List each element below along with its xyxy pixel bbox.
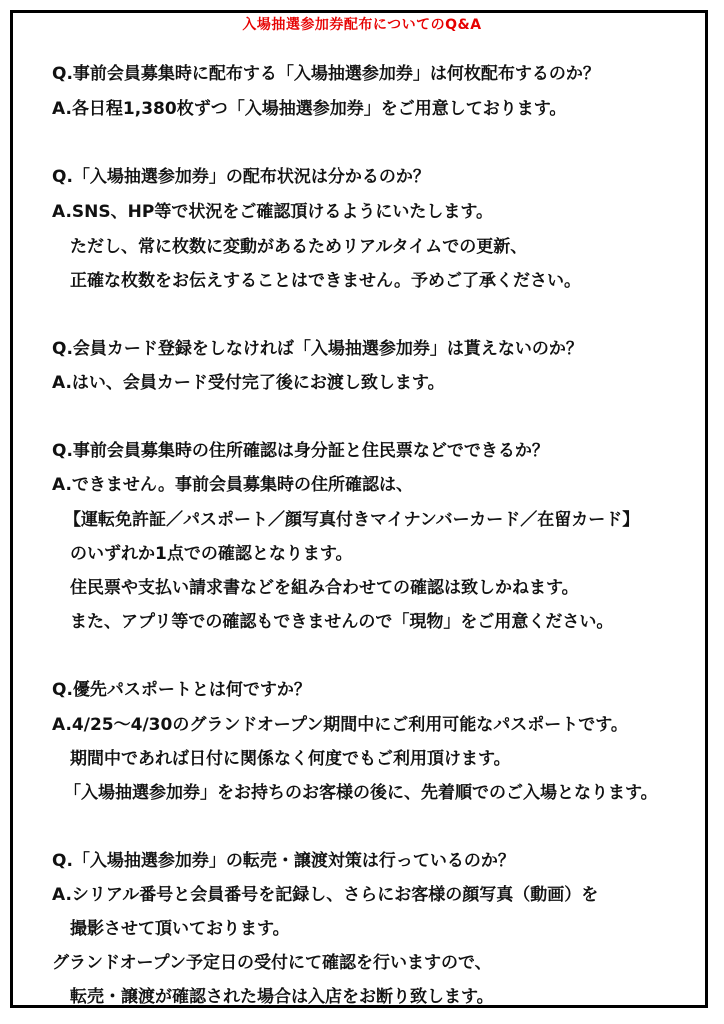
- answer-4-line-4: 住民票や支払い請求書などを組み合わせての確認は致しかねます。: [70, 578, 579, 598]
- answer-6-line-4: 転売・譲渡が確認された場合は入店をお断り致します。: [70, 987, 494, 1007]
- answer-4-line-2: 【運転免許証／パスポート／顔写真付きマイナンバーカード／在留カード】: [64, 510, 640, 530]
- answer-6-line-3: グランドオープン予定日の受付にて確認を行いますので、: [52, 953, 492, 973]
- question-1: Q.事前会員募集時に配布する「入場抽選参加券」は何枚配布するのか？: [52, 64, 600, 84]
- answer-3-line-1: A.はい、会員カード受付完了後にお渡し致します。: [52, 373, 445, 393]
- page-title: 入場抽選参加券配布についてのQ&A: [242, 17, 482, 33]
- answer-2-line-3: 正確な枚数をお伝えすることはできません。予めご了承ください。: [70, 271, 582, 291]
- question-2: Q.「入場抽選参加券」の配布状況は分かるのか？: [52, 167, 430, 187]
- answer-2-line-2: ただし、常に枚数に変動があるためリアルタイムでの更新、: [70, 237, 528, 257]
- question-4: Q.事前会員募集時の住所確認は身分証と住民票などでできるか？: [52, 441, 549, 461]
- answer-4-line-1: A.できません。事前会員募集時の住所確認は、: [52, 475, 413, 495]
- question-3: Q.会員カード登録をしなければ「入場抽選参加券」は貰えないのか？: [52, 339, 583, 359]
- question-6: Q.「入場抽選参加券」の転売・譲渡対策は行っているのか？: [52, 851, 515, 871]
- answer-6-line-1: A.シリアル番号と会員番号を記録し、さらにお客様の顔写真（動画）を: [52, 885, 599, 905]
- answer-4-line-5: また、アプリ等での確認もできませんので「現物」をご用意ください。: [70, 612, 614, 632]
- answer-5-line-1: A.4/25～4/30のグランドオープン期間中にご利用可能なパスポートです。: [52, 715, 628, 735]
- question-5: Q.優先パスポートとは何ですか？: [52, 680, 311, 700]
- answer-5-line-2: 期間中であれば日付に関係なく何度でもご利用頂けます。: [70, 749, 511, 769]
- answer-6-line-2: 撮影させて頂いております。: [70, 919, 290, 939]
- answer-1-line-1: A.各日程1,380枚ずつ「入場抽選参加券」をご用意しております。: [52, 99, 567, 119]
- answer-5-line-3: 「入場抽選参加券」をお持ちのお客様の後に、先着順でのご入場となります。: [64, 783, 658, 803]
- answer-4-line-3: のいずれか1点での確認となります。: [70, 544, 353, 564]
- answer-2-line-1: A.SNS、HP等で状況をご確認頂けるようにいたします。: [52, 202, 493, 222]
